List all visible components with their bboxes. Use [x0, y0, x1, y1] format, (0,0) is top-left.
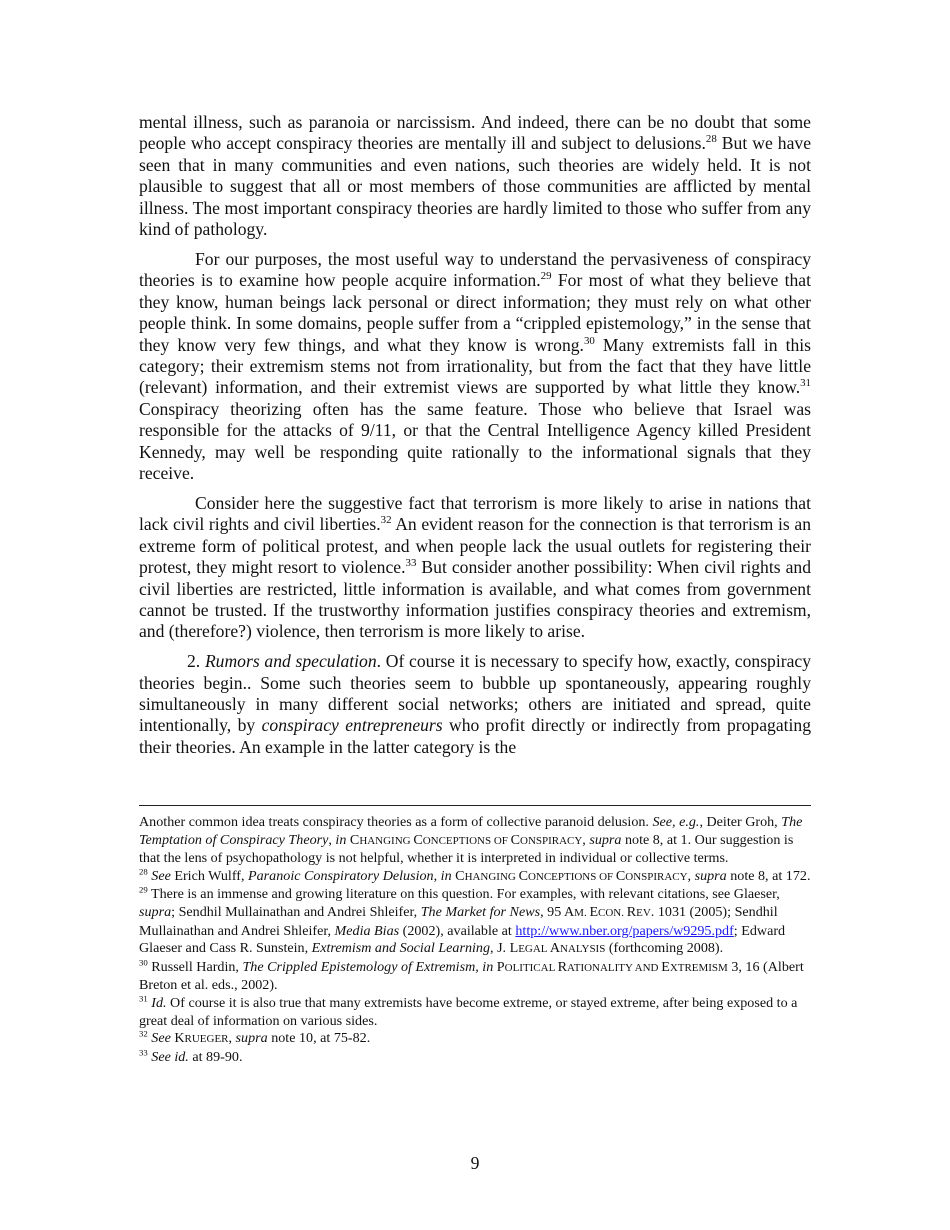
footnote-28: $^{28}$ See Erich Wulff, Paranoic Conspiratory Delusion, in CHANGING CONCEPTIONS OF CONSPIRACY, supra note 8, at 172.	[139, 866, 811, 884]
footnote-30: $^{30}$ Russell Hardin, The Crippled Epistemology of Extremism, in POLITICAL RATIONALITY AND EXTREMISM 3, 16 (Albert Breton et al. eds., 2002).	[139, 957, 804, 994]
footnote-29: $^{29}$ There is an immense and growing literature on this question. For examples, with relevant citations, see Glaeser, supra; Sendhil Mullainathan and Andrei Shleifer, The Market for News, 95 AM. ECON. REV. 1031 (2005); Sendhil Mullainathan and Andrei Shleifer, Media Bias (2002), available at http://www.nber.org/papers/w9295.pdf; Edward Glaeser and Cass R. Sunstein, Extremism and Social Learning, J. LEGAL ANALYSIS (forthcoming 2008).	[139, 884, 786, 957]
emphasis: conspiracy entrepreneurs	[261, 715, 443, 736]
footnote-ref[interactable]: 32	[380, 514, 392, 527]
text-run: Conspiracy theorizing often has the same feature. Those who believe that Israel was responsible for the attacks of 9/11, or that the Central Intelligence Agency killed President Kennedy, may well be responding quite rationally to the informational signals that they receive.	[139, 398, 811, 483]
page-number: 9	[470, 1153, 480, 1173]
paragraph-1	[139, 112, 811, 240]
text-run: An evident reason for the connection is that terrorism is an extreme form of political protest, and when people lack the usual outlets for registering their protest, they might resort to violence.	[139, 514, 811, 578]
text-run: . Of course it is necessary to specify how, exactly, conspiracy theories begin.. Some such theories seem to bubble up spontaneously, appearing roughly simultaneously in many different social networks; others are initiated and spread, quite intentionally, by	[139, 651, 811, 736]
text-run: mental illness, such as paranoia or narcissism. And indeed, there can be no doubt that some people who accept conspiracy theories are mentally ill and subject to delusions.	[139, 112, 811, 154]
text-run: For most of what they believe that they know, human beings lack personal or direct information; they must rely on what other people think. In some domains, people suffer from a “crippled epistemology,” in the sense that they know very few things, and what they know is wrong.	[139, 270, 811, 355]
footnote-33: $^{33}$ See id. at 89-90.	[139, 1047, 243, 1065]
footnote-number: 30	[139, 957, 148, 968]
footnote-ref[interactable]: 29	[540, 270, 552, 283]
footnote-number: 31	[139, 993, 148, 1004]
section-number: 2.	[187, 651, 205, 672]
footnote-ref[interactable]: 30	[583, 334, 595, 347]
main-text	[139, 112, 811, 767]
footnote-number: 32	[139, 1028, 148, 1039]
text-run: Consider here the suggestive fact that terrorism is more likely to arise in nations that lack civil rights and civil liberties.	[139, 492, 811, 535]
nber-link[interactable]: http://www.nber.org/papers/w9295.pdf	[515, 922, 734, 939]
footnotes	[139, 814, 811, 1066]
paragraph-4	[139, 651, 811, 758]
footnote-number: 28	[139, 866, 148, 877]
text-run: But we have seen that in many communities and even nations, such theories are widely held. It is not plausible to suggest that all or most members of those communities are afflicted by mental illness. The most important conspiracy theories are hardly limited to those who suffer from any kind of pathology.	[139, 133, 812, 240]
text-run: who profit directly or indirectly from propagating their theories. An example in the latter category is the	[139, 715, 811, 757]
footnote-32: $^{32}$ See KRUEGER, supra note 10, at 75-82.	[139, 1028, 371, 1047]
footnote-ref[interactable]: 31	[800, 377, 811, 390]
section-heading: Rumors and speculation	[204, 651, 377, 672]
footnote-number: 33	[139, 1047, 148, 1058]
footnote-ref[interactable]: 28	[705, 133, 717, 146]
text-run: But consider another possibility: When civil rights and civil liberties are restricted, little information is available, and what comes from government cannot be trusted. If the trustworthy information justifies conspiracy theories and extremism, and (therefore?) violence, then terrorism is more likely to arise.	[139, 557, 811, 642]
paragraph-2	[139, 249, 811, 484]
text-run: Many extremists fall in this category; their extremism stems not from irrationality, but from the fact that they have little (relevant) information, and their extremist views are supported by what little they know.	[139, 334, 812, 398]
footnote-ref[interactable]: 33	[405, 557, 417, 570]
text-run: For our purposes, the most useful way to understand the pervasiveness of conspiracy theories is to examine how people acquire information.	[139, 248, 811, 291]
footnote-31: $^{31}$ Id. Of course it is also true that many extremists have become extreme, or stayed extreme, after being exposed to a great deal of information on various sides.	[139, 993, 798, 1029]
paragraph-3	[139, 493, 811, 643]
footnote-continuation: Another common idea treats conspiracy theories as a form of collective paranoid delusion. See, e.g., Deiter Groh, The Temptation of Conspiracy Theory, in CHANGING CONCEPTIONS OF CONSPIRACY, supra note 8, at 1. Our suggestion is that the lens of psychopathology is not helpful, whether it is interpreted in individual or collective terms.	[139, 814, 803, 867]
footnote-number: 29	[139, 884, 148, 895]
footnote-divider	[139, 805, 811, 806]
